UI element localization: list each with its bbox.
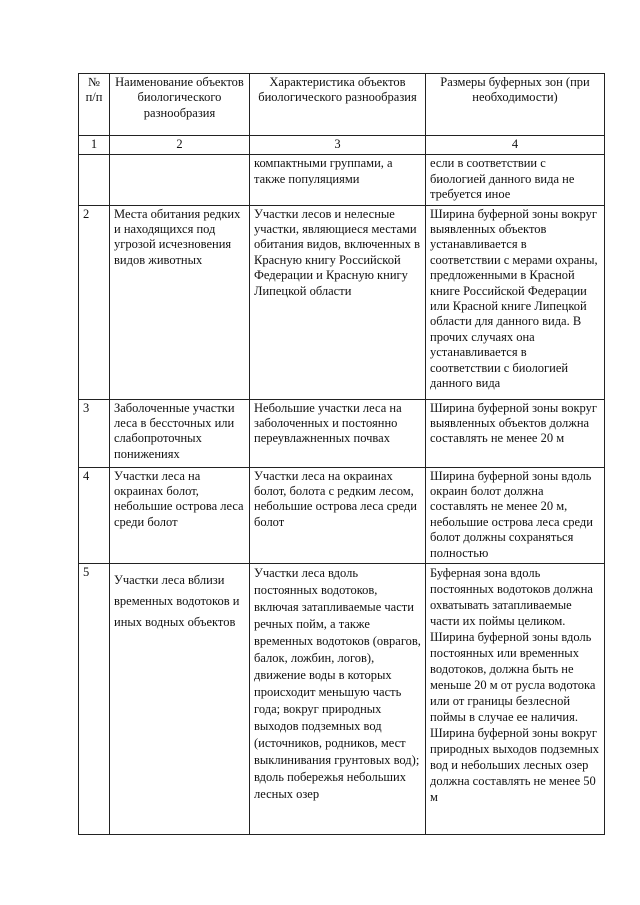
row-number: 2 xyxy=(79,205,110,399)
row-description: Участки леса вдоль постоянных водотоков, включая затапливаемые части речных пойм, а также временных водотоков (оврагов, балок, ложбин, логов), движение воды в которых происходит меньшую часть года; вокруг природных выходов подземных вод (источников, родников, мест выклинивания грунтовых вод); вдоль побережья небольших лесных озер xyxy=(250,564,426,835)
table-row xyxy=(79,205,605,399)
header-object-description: Характеристика объектов биологического разнообразия xyxy=(250,74,426,136)
column-number: 4 xyxy=(426,136,605,155)
row-object-name: Участки леса на окраинах болот, небольшие острова леса среди болот xyxy=(110,467,250,563)
row-description: Небольшие участки леса на заболоченных и постоянно переувлажненных почвах xyxy=(250,399,426,467)
column-number: 1 xyxy=(79,136,110,155)
biodiversity-table xyxy=(78,73,605,835)
table-row xyxy=(79,399,605,467)
table-header-row xyxy=(79,74,605,136)
header-number: № п/п xyxy=(79,74,110,136)
column-number-row xyxy=(79,136,605,155)
row-object-name xyxy=(110,155,250,205)
row-number: 5 xyxy=(79,564,110,835)
table-row xyxy=(79,155,605,205)
column-number: 3 xyxy=(250,136,426,155)
row-buffer-zone: если в соответствии с биологией данного вида не требуется иное xyxy=(426,155,605,205)
row-description: Участки лесов и нелесные участки, являющиеся местами обитания видов, включенных в Красную книгу Российской Федерации и Красную книгу Липецкой области xyxy=(250,205,426,399)
row-buffer-zone: Ширина буферной зоны вокруг выявленных объектов должна составлять не менее 20 м xyxy=(426,399,605,467)
row-object-name: Участки леса вблизи временных водотоков и иных водных объектов xyxy=(110,564,250,835)
row-description: компактными группами, а также популяциями xyxy=(250,155,426,205)
table-row xyxy=(79,467,605,563)
row-number: 4 xyxy=(79,467,110,563)
row-object-name: Места обитания редких и находящихся под угрозой исчезновения видов животных xyxy=(110,205,250,399)
row-buffer-zone: Ширина буферной зоны вдоль окраин болот должна составлять не менее 20 м, небольшие острова леса среди болот должны сохраняться полностью xyxy=(426,467,605,563)
header-buffer-zone: Размеры буферных зон (при необходимости) xyxy=(426,74,605,136)
row-description: Участки леса на окраинах болот, болота с редким лесом, небольшие острова леса среди болот xyxy=(250,467,426,563)
column-number: 2 xyxy=(110,136,250,155)
row-number xyxy=(79,155,110,205)
row-number: 3 xyxy=(79,399,110,467)
row-buffer-zone: Буферная зона вдоль постоянных водотоков должна охватывать затапливаемые части их поймы целиком. Ширина буферной зоны вдоль постоянных или временных водотоков, должна быть не меньше 20 м от русла водотока или от границы безлесной поймы в случае ее наличия. Ширина буферной зоны вокруг природных выходов подземных вод и небольших лесных озер должна составлять не менее 50 м xyxy=(426,564,605,835)
row-object-name: Заболоченные участки леса в бессточных или слабопроточных понижениях xyxy=(110,399,250,467)
row-buffer-zone: Ширина буферной зоны вокруг выявленных объектов устанавливается в соответствии с мерами охраны, предложенными в Красной книге Российской Федерации или Красной книге Липецкой области для данного вида. В прочих случаях она устанавливается в соответствии с биологией данного вида xyxy=(426,205,605,399)
header-object-name: Наименование объектов биологического разнообразия xyxy=(110,74,250,136)
table-row xyxy=(79,564,605,835)
